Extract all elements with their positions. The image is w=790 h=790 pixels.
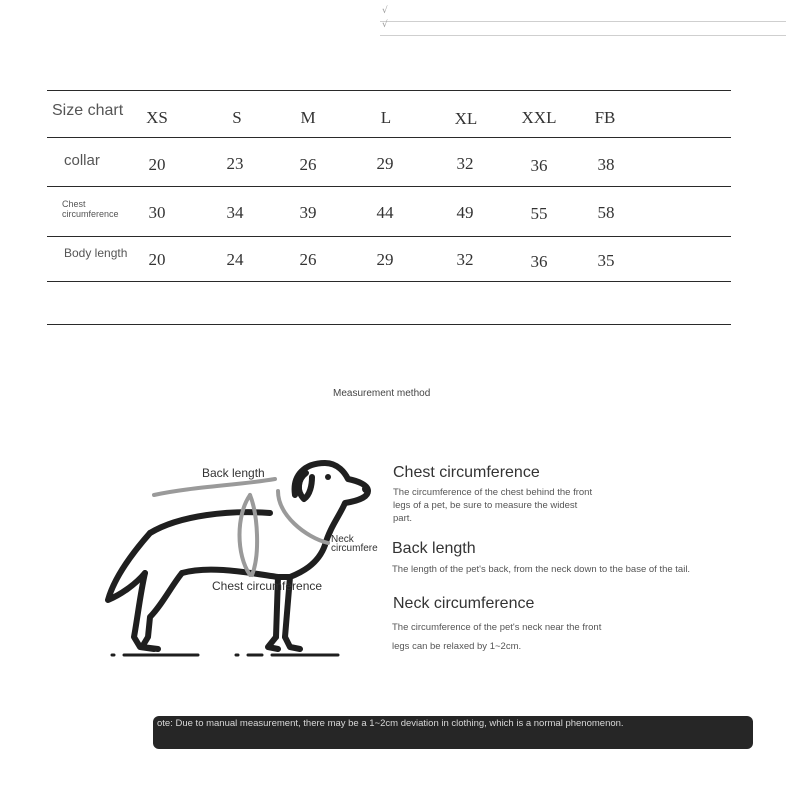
size-header: L [380,108,392,127]
size-header: M [300,108,316,127]
back-length-heading: Back length [392,540,476,557]
top-line [380,8,786,22]
table-cell: 32 [456,154,474,173]
table-cell: 36 [530,156,548,175]
row-label-chest [62,199,119,219]
table-cell: 58 [597,203,615,222]
table-row [47,237,731,282]
size-header: S [232,108,242,127]
row-label-line: circumference [62,209,119,219]
table-cell: 49 [456,203,474,222]
desc-line: part. [393,513,413,524]
chest-description [393,486,592,525]
row-label-line: Chest [62,199,86,209]
desc-line: legs of a pet, be sure to measure the widest [393,500,578,511]
table-cell: 55 [530,204,548,223]
table-cell: 20 [148,155,166,174]
neck-heading: Neck circumference [393,595,535,612]
table-cell: 26 [299,250,317,269]
chest-heading: Chest circumference [393,464,540,481]
note-text: ote: Due to manual measurement, there may be a 1~2cm deviation in clothing, which is a normal phenomenon. [157,718,624,729]
diagram-label-back-length: Back length [202,466,265,480]
table-cell: 35 [597,251,615,270]
back-length-description [392,563,690,576]
table-cell: 34 [226,203,244,222]
table-cell: 29 [376,154,394,173]
table-cell: 39 [299,203,317,222]
table-cell: 23 [226,154,244,173]
desc-line: legs can be relaxed by 1~2cm. [392,641,522,652]
diagram-label-neck-2: circumfere [331,543,378,554]
size-header: XL [454,109,478,128]
size-chart-label: Size chart [52,102,124,119]
note-bar [153,716,753,749]
table-row [47,187,731,237]
desc-line: The circumference of the pet's neck near the front [392,622,602,633]
table-cell: 29 [376,250,394,269]
table-cell: 30 [148,203,166,222]
row-label-collar: collar [64,152,100,169]
size-header: XXL [521,108,557,127]
desc-line: The circumference of the chest behind the front [393,487,593,498]
table-cell: 36 [530,252,548,271]
table-cell: 44 [376,203,394,222]
table-row [47,137,731,187]
check-mark-icon: √ [382,6,388,16]
top-line [380,22,786,36]
measurement-method-title: Measurement method [333,388,431,399]
table-cell: 24 [226,250,244,269]
diagram-label-neck: Neck [331,534,354,545]
neck-description [392,618,601,656]
size-header: XS [146,108,168,127]
table-cell: 20 [148,250,166,269]
size-header: FB [594,108,616,127]
table-cell: 26 [299,155,317,174]
table-row-empty [47,282,731,325]
dog-measurement-diagram [100,455,390,665]
row-label-body-length: Body length [64,246,128,260]
table-cell: 38 [597,155,615,174]
top-decorative-lines [380,8,786,36]
table-cell: 32 [456,250,474,269]
check-mark-icon: √ [382,20,388,30]
desc-line: The length of the pet's back, from the neck down to the base of the tail. [392,564,691,575]
table-header-row [47,90,731,138]
diagram-label-chest: Chest circumference [212,579,323,593]
